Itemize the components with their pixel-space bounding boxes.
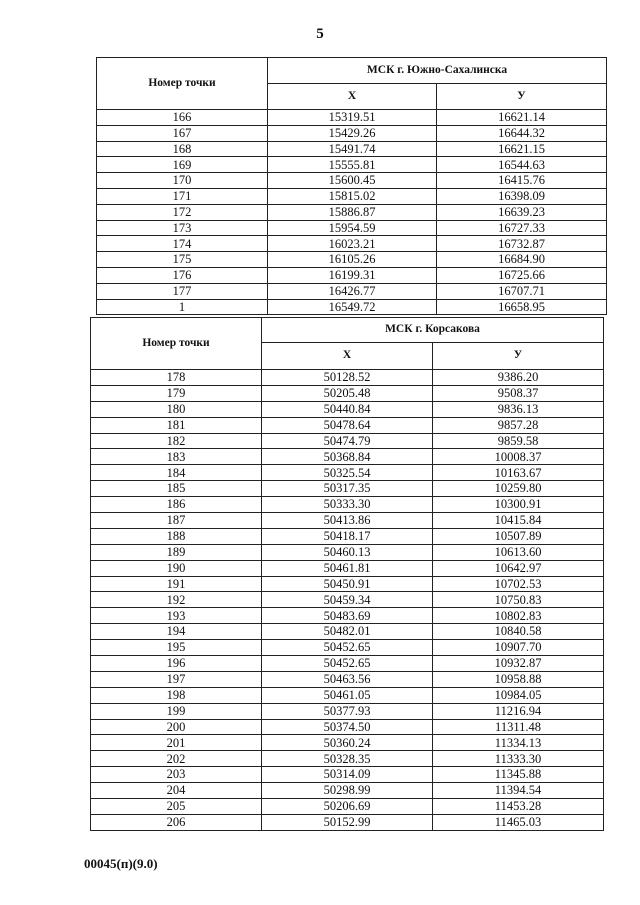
- point-number-cell: 203: [91, 767, 262, 783]
- y-coordinate-cell: 10984.05: [433, 687, 604, 703]
- x-coordinate-cell: 50418.17: [262, 528, 433, 544]
- table-row: [91, 703, 604, 719]
- x-coordinate-cell: 50298.99: [262, 783, 433, 799]
- point-number-cell: 185: [91, 481, 262, 497]
- y-coordinate-cell: 10163.67: [433, 465, 604, 481]
- table-row: [91, 671, 604, 687]
- x-coordinate-cell: 50461.81: [262, 560, 433, 576]
- point-number-cell: 206: [91, 814, 262, 830]
- table-row: [91, 544, 604, 560]
- table-body: [97, 110, 607, 315]
- x-coordinate-cell: 50317.35: [262, 481, 433, 497]
- y-coordinate-cell: 11465.03: [433, 814, 604, 830]
- table-row: [91, 417, 604, 433]
- table-row: [91, 592, 604, 608]
- point-number-cell: 172: [97, 204, 268, 220]
- x-column-header: Х: [262, 343, 433, 370]
- point-number-cell: 167: [97, 125, 268, 141]
- point-number-cell: 193: [91, 608, 262, 624]
- point-number-cell: 202: [91, 751, 262, 767]
- point-number-cell: 169: [97, 157, 268, 173]
- table-row: [91, 528, 604, 544]
- x-coordinate-cell: 50314.09: [262, 767, 433, 783]
- x-coordinate-cell: 50459.34: [262, 592, 433, 608]
- point-number-cell: 175: [97, 252, 268, 268]
- table-row: [97, 283, 607, 299]
- point-number-cell: 205: [91, 799, 262, 815]
- table-row: [91, 719, 604, 735]
- point-number-cell: 198: [91, 687, 262, 703]
- x-coordinate-cell: 16426.77: [268, 283, 437, 299]
- y-coordinate-cell: 11345.88: [433, 767, 604, 783]
- table-row: [91, 640, 604, 656]
- point-number-cell: 199: [91, 703, 262, 719]
- y-coordinate-cell: 11216.94: [433, 703, 604, 719]
- x-coordinate-cell: 50368.84: [262, 449, 433, 465]
- y-coordinate-cell: 10300.91: [433, 497, 604, 513]
- y-column-header: У: [433, 343, 604, 370]
- x-coordinate-cell: 50206.69: [262, 799, 433, 815]
- table-row: [91, 751, 604, 767]
- table-row: [97, 220, 607, 236]
- table-row: [91, 385, 604, 401]
- y-coordinate-cell: 16658.95: [437, 299, 607, 315]
- point-number-cell: 168: [97, 141, 268, 157]
- point-number-cell: 187: [91, 513, 262, 529]
- y-coordinate-cell: 16621.15: [437, 141, 607, 157]
- x-coordinate-cell: 50413.86: [262, 513, 433, 529]
- point-number-cell: 1: [97, 299, 268, 315]
- point-number-cell: 190: [91, 560, 262, 576]
- x-coordinate-cell: 50482.01: [262, 624, 433, 640]
- table-row: [91, 799, 604, 815]
- y-coordinate-cell: 10507.89: [433, 528, 604, 544]
- page-number: 5: [316, 26, 324, 42]
- y-coordinate-cell: 9859.58: [433, 433, 604, 449]
- y-coordinate-cell: 10907.70: [433, 640, 604, 656]
- document-code: 00045(п)(9.0): [84, 856, 158, 871]
- table-row: [97, 125, 607, 141]
- x-column-header: Х: [268, 84, 437, 110]
- point-number-cell: 166: [97, 110, 268, 126]
- y-coordinate-cell: 16725.66: [437, 267, 607, 283]
- y-coordinate-cell: 10008.37: [433, 449, 604, 465]
- point-number-cell: 186: [91, 497, 262, 513]
- y-coordinate-cell: 9836.13: [433, 401, 604, 417]
- y-coordinate-cell: 10702.53: [433, 576, 604, 592]
- point-number-cell: 182: [91, 433, 262, 449]
- x-coordinate-cell: 16023.21: [268, 236, 437, 252]
- y-coordinate-cell: 16727.33: [437, 220, 607, 236]
- table-row: [91, 401, 604, 417]
- y-coordinate-cell: 16684.90: [437, 252, 607, 268]
- y-coordinate-cell: 10259.80: [433, 481, 604, 497]
- y-coordinate-cell: 11453.28: [433, 799, 604, 815]
- table-row: [91, 608, 604, 624]
- table-row: [91, 814, 604, 830]
- x-coordinate-cell: 50152.99: [262, 814, 433, 830]
- point-number-cell: 178: [91, 370, 262, 386]
- x-coordinate-cell: 50333.30: [262, 497, 433, 513]
- x-coordinate-cell: 50360.24: [262, 735, 433, 751]
- coordinate-system-header: МСК г. Корсакова: [262, 318, 604, 343]
- point-number-cell: 177: [97, 283, 268, 299]
- x-coordinate-cell: 50461.05: [262, 687, 433, 703]
- y-coordinate-cell: 10840.58: [433, 624, 604, 640]
- y-coordinate-cell: 9386.20: [433, 370, 604, 386]
- point-number-cell: 183: [91, 449, 262, 465]
- table-row: [97, 110, 607, 126]
- point-number-cell: 192: [91, 592, 262, 608]
- table-row: [91, 783, 604, 799]
- point-number-cell: 179: [91, 385, 262, 401]
- y-coordinate-cell: 16544.63: [437, 157, 607, 173]
- y-column-header: У: [437, 84, 607, 110]
- x-coordinate-cell: 50478.64: [262, 417, 433, 433]
- x-coordinate-cell: 15491.74: [268, 141, 437, 157]
- table-row: [97, 157, 607, 173]
- table-row: [91, 370, 604, 386]
- point-number-cell: 173: [97, 220, 268, 236]
- y-coordinate-cell: 16639.23: [437, 204, 607, 220]
- point-number-cell: 184: [91, 465, 262, 481]
- coordinates-table-yuzhno-sakhalinsk: [96, 57, 607, 315]
- table-row: [91, 449, 604, 465]
- table-row: [91, 465, 604, 481]
- y-coordinate-cell: 10958.88: [433, 671, 604, 687]
- x-coordinate-cell: 50463.56: [262, 671, 433, 687]
- point-number-cell: 181: [91, 417, 262, 433]
- x-coordinate-cell: 50460.13: [262, 544, 433, 560]
- point-number-cell: 196: [91, 656, 262, 672]
- table-row: [91, 497, 604, 513]
- y-coordinate-cell: 11333.30: [433, 751, 604, 767]
- y-coordinate-cell: 16707.71: [437, 283, 607, 299]
- x-coordinate-cell: 15815.02: [268, 188, 437, 204]
- table-row: [91, 481, 604, 497]
- x-coordinate-cell: 16549.72: [268, 299, 437, 315]
- x-coordinate-cell: 50474.79: [262, 433, 433, 449]
- point-number-cell: 200: [91, 719, 262, 735]
- point-number-cell: 195: [91, 640, 262, 656]
- table-row: [97, 299, 607, 315]
- point-number-cell: 174: [97, 236, 268, 252]
- table-row: [91, 767, 604, 783]
- y-coordinate-cell: 11394.54: [433, 783, 604, 799]
- x-coordinate-cell: 50483.69: [262, 608, 433, 624]
- table-row: [91, 560, 604, 576]
- y-coordinate-cell: 16644.32: [437, 125, 607, 141]
- coordinates-table-korsakov: [90, 317, 604, 831]
- table-row: [97, 141, 607, 157]
- x-coordinate-cell: 16199.31: [268, 267, 437, 283]
- point-number-cell: 197: [91, 671, 262, 687]
- point-number-cell: 194: [91, 624, 262, 640]
- point-number-cell: 204: [91, 783, 262, 799]
- y-coordinate-cell: 9857.28: [433, 417, 604, 433]
- x-coordinate-cell: 15886.87: [268, 204, 437, 220]
- y-coordinate-cell: 16732.87: [437, 236, 607, 252]
- table-row: [91, 624, 604, 640]
- y-coordinate-cell: 11334.13: [433, 735, 604, 751]
- y-coordinate-cell: 10613.60: [433, 544, 604, 560]
- x-coordinate-cell: 16105.26: [268, 252, 437, 268]
- point-number-cell: 189: [91, 544, 262, 560]
- table-row: [91, 576, 604, 592]
- x-coordinate-cell: 15429.26: [268, 125, 437, 141]
- y-coordinate-cell: 16621.14: [437, 110, 607, 126]
- table-row: [91, 656, 604, 672]
- x-coordinate-cell: 50440.84: [262, 401, 433, 417]
- table-row: [91, 433, 604, 449]
- table-row: [91, 687, 604, 703]
- y-coordinate-cell: 10932.87: [433, 656, 604, 672]
- y-coordinate-cell: 16398.09: [437, 188, 607, 204]
- table-body: [91, 370, 604, 831]
- x-coordinate-cell: 50128.52: [262, 370, 433, 386]
- point-number-cell: 171: [97, 188, 268, 204]
- y-coordinate-cell: 11311.48: [433, 719, 604, 735]
- x-coordinate-cell: 50374.50: [262, 719, 433, 735]
- table-row: [97, 236, 607, 252]
- table-row: [97, 188, 607, 204]
- y-coordinate-cell: 10642.97: [433, 560, 604, 576]
- table-row: [97, 173, 607, 189]
- x-coordinate-cell: 50377.93: [262, 703, 433, 719]
- point-number-cell: 191: [91, 576, 262, 592]
- coordinate-system-header: МСК г. Южно-Сахалинска: [268, 58, 607, 84]
- table-row: [97, 252, 607, 268]
- x-coordinate-cell: 50205.48: [262, 385, 433, 401]
- y-coordinate-cell: 9508.37: [433, 385, 604, 401]
- x-coordinate-cell: 15954.59: [268, 220, 437, 236]
- table-row: [91, 513, 604, 529]
- x-coordinate-cell: 15555.81: [268, 157, 437, 173]
- y-coordinate-cell: 16415.76: [437, 173, 607, 189]
- x-coordinate-cell: 15319.51: [268, 110, 437, 126]
- point-number-cell: 180: [91, 401, 262, 417]
- point-number-cell: 188: [91, 528, 262, 544]
- y-coordinate-cell: 10750.83: [433, 592, 604, 608]
- y-coordinate-cell: 10802.83: [433, 608, 604, 624]
- point-number-cell: 170: [97, 173, 268, 189]
- x-coordinate-cell: 50452.65: [262, 640, 433, 656]
- table-row: [91, 735, 604, 751]
- x-coordinate-cell: 50452.65: [262, 656, 433, 672]
- point-number-cell: 176: [97, 267, 268, 283]
- x-coordinate-cell: 50450.91: [262, 576, 433, 592]
- x-coordinate-cell: 50328.35: [262, 751, 433, 767]
- table-row: [97, 204, 607, 220]
- x-coordinate-cell: 15600.45: [268, 173, 437, 189]
- y-coordinate-cell: 10415.84: [433, 513, 604, 529]
- table-row: [97, 267, 607, 283]
- point-number-cell: 201: [91, 735, 262, 751]
- point-number-header: Номер точки: [97, 58, 268, 110]
- point-number-header: Номер точки: [91, 318, 262, 370]
- x-coordinate-cell: 50325.54: [262, 465, 433, 481]
